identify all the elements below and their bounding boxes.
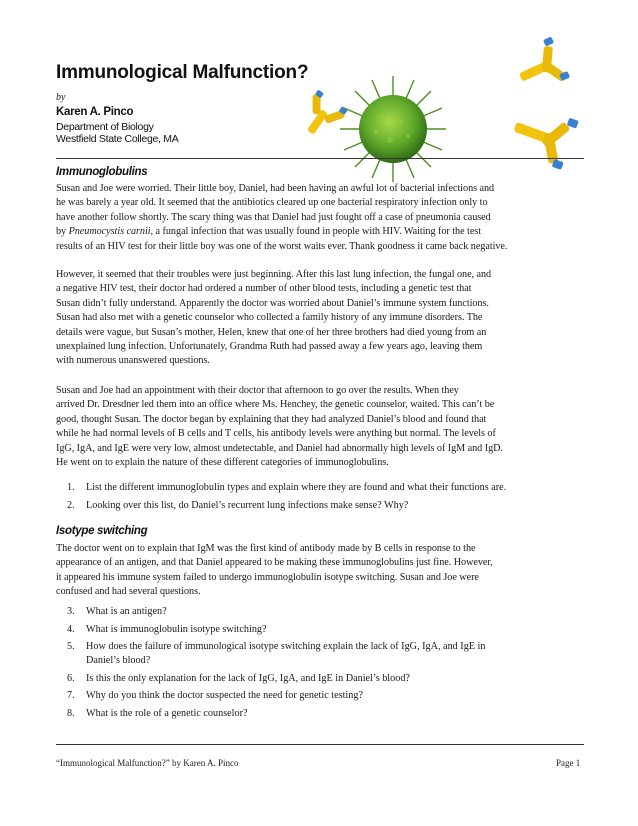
section-heading-immunoglobulins: Immunoglobulins bbox=[56, 166, 148, 178]
question-item bbox=[56, 605, 586, 619]
question-number: 2. bbox=[67, 499, 75, 511]
question-text: Is this the only explanation for the lack of IgG, IgA, and IgE in Daniel’s blood? bbox=[86, 672, 410, 684]
antibody-icon bbox=[300, 96, 342, 138]
text-line: he was barely a year old. It seemed that the antibiotics cleared up one bacterial respiratory infection only to bbox=[56, 197, 488, 209]
text-line: a negative HIV test, their doctor had ordered a number of other blood tests, including a genetic test that bbox=[56, 283, 472, 295]
antibody-icon bbox=[510, 42, 570, 92]
question-item bbox=[56, 481, 586, 495]
question-number: 5. bbox=[67, 641, 75, 652]
text-line: However, it seemed that their troubles were just beginning. After this last lung infection, the fungal one, and bbox=[56, 269, 492, 280]
text-line: while he had normal levels of B cells and T cells, his antibody levels were anything but normal. The levels of bbox=[56, 428, 496, 440]
text-line: Susan and Joe had an appointment with their doctor that afternoon to go over the results. When they bbox=[56, 385, 459, 396]
question-number: 4. bbox=[67, 623, 75, 635]
virus-icon bbox=[338, 74, 448, 184]
text-line: with numerous unanswered questions. bbox=[56, 355, 210, 367]
text-line: arrived Dr. Dresdner led them into an office where Ms. Henchey, the genetic counselor, waited. This can’t be bbox=[56, 399, 495, 411]
question-number: 1. bbox=[67, 482, 75, 493]
author-name: Karen A. Pinco bbox=[56, 106, 134, 118]
header-divider bbox=[56, 158, 584, 159]
footer-divider bbox=[56, 744, 584, 745]
question-item bbox=[56, 499, 586, 513]
question-item bbox=[56, 640, 586, 669]
paragraph-2 bbox=[56, 268, 586, 369]
page-title: Immunological Malfunction? bbox=[56, 62, 309, 83]
footer-citation: “Immunological Malfunction?” by Karen A. Pinco bbox=[56, 758, 239, 768]
text-line: appearance of an antigen, and that Daniel appeared to be making these immunoglobulins just fine. However, bbox=[56, 557, 493, 569]
question-text: What is immunoglobulin isotype switching? bbox=[86, 623, 267, 635]
text-fragment: , a fungal infection that was usually found in people with HIV. Waiting for the test bbox=[150, 226, 481, 238]
question-text: List the different immunoglobulin types and explain where they are found and what their functions are. bbox=[86, 482, 507, 493]
text-line: Susan and Joe were worried. Their little boy, Daniel, had been having an awful lot of bacterial infections and bbox=[56, 183, 495, 194]
question-item bbox=[56, 672, 586, 686]
text-line: have another follow shortly. The scary thing was that Daniel had just fought off a case of pneumonia caused bbox=[56, 211, 491, 223]
text-line: confused and had several questions. bbox=[56, 586, 201, 598]
paragraph-4 bbox=[56, 542, 586, 600]
text-line: He went on to explain the nature of these different categories of immunoglobulins. bbox=[56, 457, 389, 469]
text-line: IgG, IgA, and IgE were very low, almost undetectable, and Daniel had abnormally high levels of IgM and IgD. bbox=[56, 442, 503, 454]
species-name: Pneumocystis carnii bbox=[68, 226, 151, 238]
question-text: What is an antigen? bbox=[86, 606, 167, 617]
text-line: Susan didn’t fully understand. Apparently the doctor was worried about Daniel’s immune system functions. bbox=[56, 297, 489, 309]
text-line bbox=[56, 225, 586, 239]
page-number: Page 1 bbox=[556, 758, 581, 768]
question-list-1 bbox=[56, 481, 586, 516]
question-item bbox=[56, 707, 586, 721]
section-heading-isotype-switching: Isotype switching bbox=[56, 525, 148, 537]
text-line: results of an HIV test for their little boy was one of the worst waits ever. Thank goodness it came back negative. bbox=[56, 240, 508, 252]
question-number: 3. bbox=[67, 606, 75, 617]
question-item bbox=[56, 623, 586, 637]
question-list-2 bbox=[56, 605, 586, 724]
college: Westfield State College, MA bbox=[56, 133, 179, 145]
text-line: The doctor went on to explain that IgM was the first kind of antibody made by B cells in response to the bbox=[56, 543, 476, 554]
paragraph-3 bbox=[56, 384, 586, 470]
text-line: good, thought Susan. The doctor began by explaining that they had analyzed Daniel’s blood and found that bbox=[56, 413, 487, 425]
question-text: Why do you think the doctor suspected the need for genetic testing? bbox=[86, 690, 363, 702]
text-fragment: by bbox=[56, 226, 67, 238]
department: Department of Biology bbox=[56, 121, 154, 133]
text-line: it appeared his immune system failed to undergo immunoglobulin isotype switching. Susan and Joe were bbox=[56, 571, 479, 583]
question-text: How does the failure of immunological isotype switching explain the lack of IgG, IgA, and IgE in Daniel’s blood? bbox=[86, 641, 486, 667]
antibody-icon bbox=[504, 104, 584, 166]
text-line: unexplained lung infection. Unfortunately, Grandma Ruth had passed away a few years ago, leaving them bbox=[56, 341, 483, 353]
question-item bbox=[56, 689, 586, 703]
question-number: 8. bbox=[67, 707, 75, 719]
byline: by bbox=[56, 92, 66, 103]
text-line: Susan had also met with a genetic counselor who collected a family history of any immune disorders. The bbox=[56, 312, 483, 324]
question-number: 7. bbox=[67, 690, 75, 702]
paragraph-1 bbox=[56, 182, 586, 254]
question-number: 6. bbox=[67, 672, 75, 684]
question-text: Looking over this list, do Daniel’s recurrent lung infections make sense? Why? bbox=[86, 499, 409, 511]
text-line: details were vague, but Susan’s mother, Helen, knew that one of her three brothers had died young from an bbox=[56, 326, 487, 338]
question-text: What is the role of a genetic counselor? bbox=[86, 707, 248, 719]
